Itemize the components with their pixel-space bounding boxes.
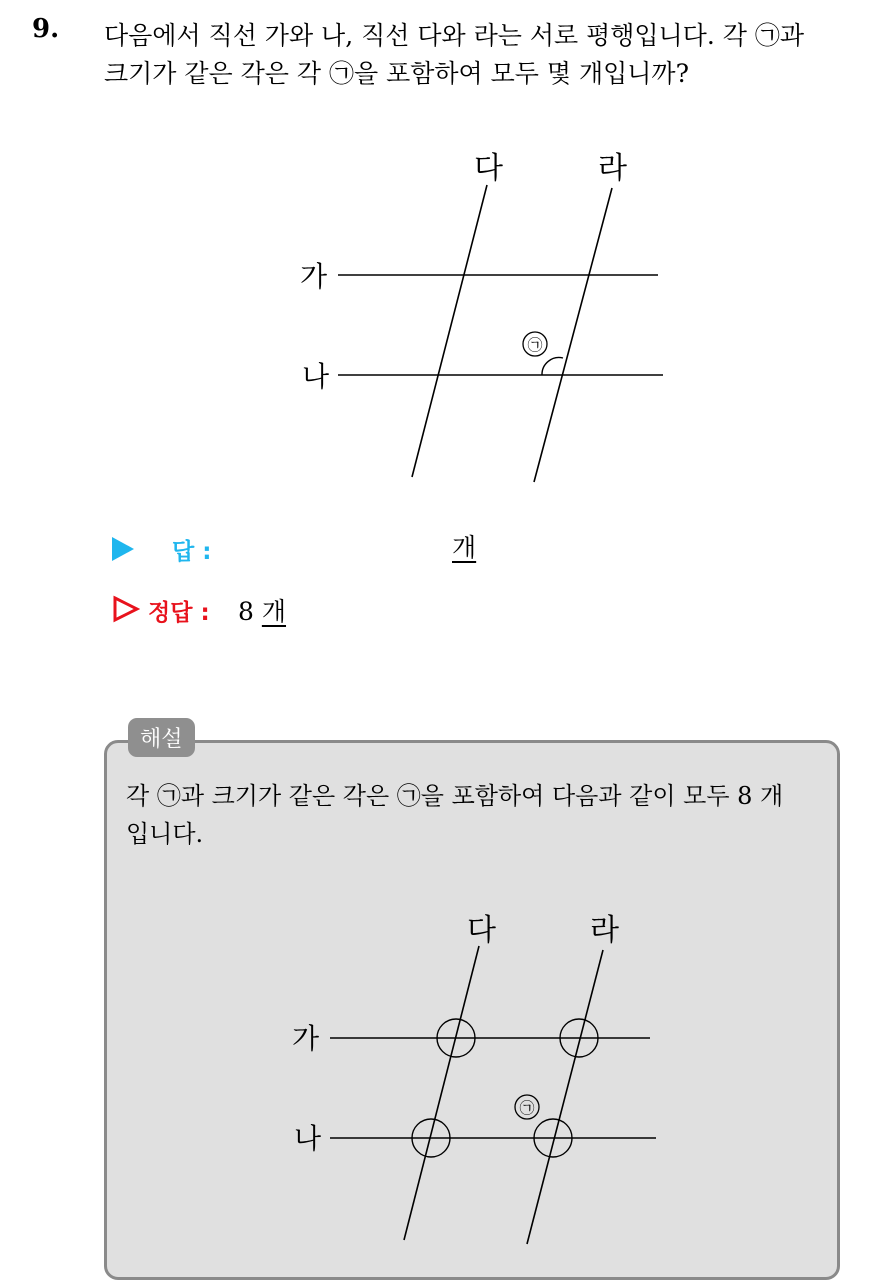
angle-mark: ㉠ [527,336,543,354]
play-outline-icon [112,595,140,623]
label-ra: 라 [598,151,627,186]
label-ga: 가 [300,260,328,293]
label-na: 나 [302,360,330,393]
question-text-line2: 크기가 같은 각은 각 ㉠을 포함하여 모두 몇 개입니까? [104,59,689,88]
correct-answer-value: 8 [238,597,254,626]
line-ra [534,188,612,482]
angle-arc [542,358,563,375]
answer-label: 답 : [172,539,212,565]
angle-mark-2: ㉠ [519,1099,535,1117]
explanation-line2: 입니다. [126,820,204,848]
line-da-2 [404,946,479,1240]
label-ga-2: 가 [292,1022,320,1055]
explanation-tag: 해설 [128,718,195,757]
line-da [412,185,487,477]
label-ra-2: 라 [590,913,619,948]
parallel-lines-figure [0,0,884,500]
answer-row [112,532,134,561]
label-da-2: 다 [467,913,496,948]
explanation-line1: 각 ㉠과 크기가 같은 각은 ㉠을 포함하여 다음과 같이 모두 8 개 [126,782,784,810]
correct-answer-label: 정답 : [148,600,210,626]
answer-unit: 개 [452,533,477,562]
label-da: 다 [474,151,503,186]
explanation-figure [0,880,884,1270]
question-text-line1: 다음에서 직선 가와 나, 직선 다와 라는 서로 평행입니다. 각 ㉠과 [104,21,804,50]
question-number: 9. [32,14,60,44]
correct-answer-unit: 개 [261,597,287,626]
line-ra-2 [527,950,603,1244]
label-na-2: 나 [294,1122,322,1155]
play-filled-icon [112,537,134,561]
